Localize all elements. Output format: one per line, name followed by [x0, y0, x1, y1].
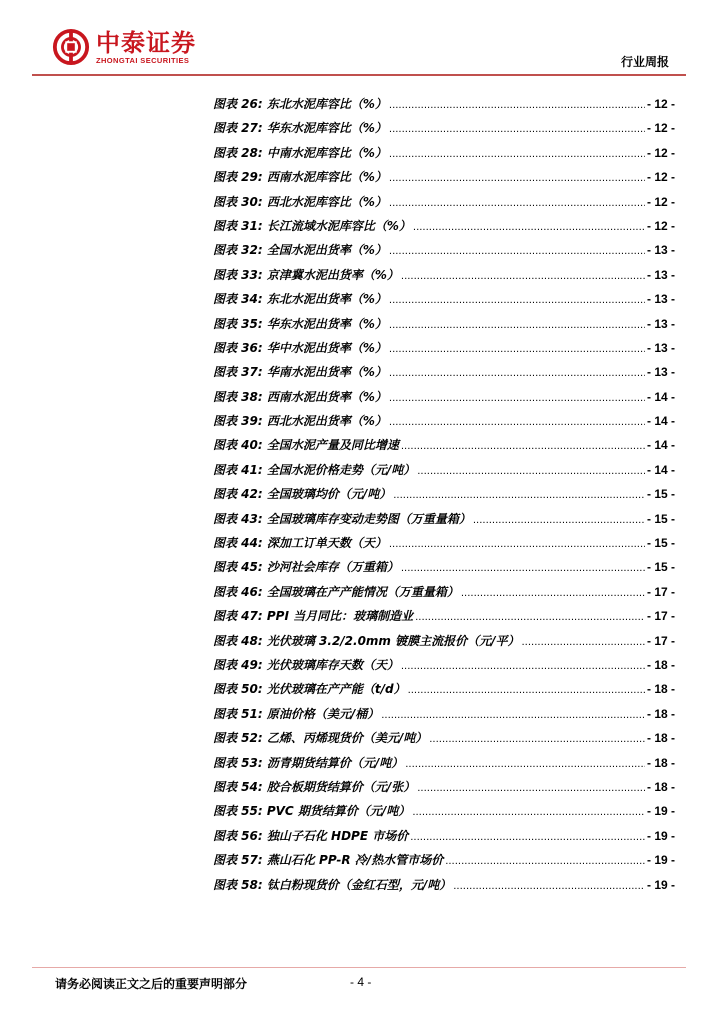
toc-entry-page: - 15 -	[646, 536, 675, 551]
toc-entry-page: - 19 -	[646, 828, 675, 843]
toc-dot-leader	[389, 539, 645, 550]
toc-entry-title: 图表 53: 沥青期货结算价（元/吨）	[213, 755, 404, 770]
logo-english-name: ZHONGTAI SECURITIES	[96, 55, 190, 65]
toc-entry[interactable]	[213, 144, 675, 168]
logo-chinese-name: 中泰证券	[96, 28, 196, 57]
toc-entry[interactable]	[213, 119, 675, 143]
toc-dot-leader	[417, 466, 645, 477]
toc-dot-leader	[415, 612, 645, 623]
toc-entry-title: 图表 58: 钛白粉现货价（金红石型，元/吨）	[213, 877, 452, 892]
toc-entry[interactable]	[213, 729, 675, 753]
toc-entry-page: - 15 -	[646, 560, 675, 575]
toc-dot-leader	[417, 783, 645, 794]
toc-dot-leader	[393, 490, 645, 501]
toc-entry[interactable]	[213, 802, 675, 826]
toc-entry-page: - 17 -	[646, 609, 675, 624]
toc-entry-page: - 12 -	[646, 170, 675, 185]
toc-entry-page: - 13 -	[646, 267, 675, 282]
toc-entry[interactable]	[213, 632, 675, 656]
toc-dot-leader	[389, 173, 645, 184]
toc-dot-leader	[401, 441, 645, 452]
toc-entry-page: - 19 -	[646, 804, 675, 819]
toc-entry-page: - 17 -	[646, 584, 675, 599]
toc-entry-title: 图表 47: PPI 当月同比：玻璃制造业	[213, 609, 414, 624]
toc-dot-leader	[401, 563, 645, 574]
toc-dot-leader	[389, 344, 645, 355]
toc-entry-title: 图表 32: 全国水泥出货率（%）	[213, 243, 387, 258]
toc-dot-leader	[389, 417, 645, 428]
page-number: - 4 -	[350, 975, 372, 989]
toc-entry[interactable]	[213, 583, 675, 607]
toc-dot-leader	[445, 856, 645, 867]
toc-entry-page: - 15 -	[646, 487, 675, 502]
toc-dot-leader	[522, 637, 645, 648]
toc-entry-page: - 17 -	[646, 633, 675, 648]
toc-entry-page: - 18 -	[646, 682, 675, 697]
toc-dot-leader	[461, 588, 645, 599]
toc-entry-title: 图表 54: 胶合板期货结算价（元/张）	[213, 779, 416, 794]
toc-dot-leader	[413, 222, 645, 233]
toc-entry[interactable]	[213, 461, 675, 485]
toc-entry[interactable]	[213, 876, 675, 900]
toc-entry-title: 图表 49: 光伏玻璃库存天数（天）	[213, 657, 399, 672]
toc-entry[interactable]	[213, 680, 675, 704]
toc-dot-leader	[412, 807, 645, 818]
toc-entry-page: - 14 -	[646, 438, 675, 453]
toc-entry-title: 图表 29: 西南水泥库容比（%）	[213, 170, 387, 185]
toc-entry-title: 图表 41: 全国水泥价格走势（元/吨）	[213, 462, 416, 477]
toc-entry-page: - 18 -	[646, 657, 675, 672]
toc-entry[interactable]	[213, 607, 675, 631]
toc-dot-leader	[389, 100, 645, 111]
toc-entry-page: - 18 -	[646, 731, 675, 746]
toc-entry-title: 图表 45: 沙河社会库存（万重箱）	[213, 560, 399, 575]
toc-entry-title: 图表 35: 华东水泥出货率（%）	[213, 316, 387, 331]
toc-entry-page: - 13 -	[646, 340, 675, 355]
toc-dot-leader	[389, 295, 645, 306]
toc-entry-title: 图表 50: 光伏玻璃在产产能（t/d）	[213, 682, 406, 697]
toc-entry-page: - 12 -	[646, 121, 675, 136]
toc-entry-title: 图表 27: 华东水泥库容比（%）	[213, 121, 387, 136]
toc-entry-title: 图表 30: 西北水泥库容比（%）	[213, 194, 387, 209]
toc-dot-leader	[408, 685, 645, 696]
toc-entry-page: - 12 -	[646, 145, 675, 160]
toc-entry[interactable]	[213, 315, 675, 339]
toc-entry[interactable]	[213, 851, 675, 875]
toc-entry-page: - 12 -	[646, 194, 675, 209]
toc-entry[interactable]	[213, 193, 675, 217]
toc-entry-title: 图表 48: 光伏玻璃 3.2/2.0mm 镀膜主流报价（元/平）	[213, 633, 520, 648]
toc-entry[interactable]	[213, 95, 675, 119]
toc-dot-leader	[389, 246, 645, 257]
toc-entry[interactable]	[213, 778, 675, 802]
toc-dot-leader	[405, 759, 645, 770]
toc-entry-title: 图表 38: 西南水泥出货率（%）	[213, 389, 387, 404]
toc-entry-title: 图表 28: 中南水泥库容比（%）	[213, 145, 387, 160]
toc-entry-title: 图表 39: 西北水泥出货率（%）	[213, 414, 387, 429]
toc-entry[interactable]	[213, 436, 675, 460]
chart-index-list	[213, 95, 675, 900]
footer-disclaimer: 请务必阅读正文之后的重要声明部分	[55, 977, 248, 991]
toc-entry-title: 图表 31: 长江流域水泥库容比（%）	[213, 218, 411, 233]
toc-entry-page: - 13 -	[646, 316, 675, 331]
toc-entry[interactable]	[213, 705, 675, 729]
toc-entry-title: 图表 34: 东北水泥出货率（%）	[213, 292, 387, 307]
toc-dot-leader	[429, 734, 645, 745]
footer-divider	[32, 967, 686, 968]
toc-entry-page: - 14 -	[646, 462, 675, 477]
header-divider	[32, 74, 686, 76]
toc-dot-leader	[389, 149, 645, 160]
toc-entry-page: - 18 -	[646, 755, 675, 770]
toc-entry-title: 图表 57: 燕山石化 PP-R 冷/热水管市场价	[213, 853, 444, 868]
toc-dot-leader	[389, 368, 645, 379]
toc-entry[interactable]	[213, 388, 675, 412]
toc-entry-page: - 18 -	[646, 779, 675, 794]
toc-entry-page: - 15 -	[646, 511, 675, 526]
toc-entry-title: 图表 56: 独山子石化 HDPE 市场价	[213, 828, 409, 843]
toc-entry[interactable]	[213, 656, 675, 680]
toc-entry-page: - 19 -	[646, 853, 675, 868]
toc-entry[interactable]	[213, 754, 675, 778]
toc-entry-page: - 12 -	[646, 97, 675, 111]
toc-dot-leader	[401, 271, 645, 282]
toc-entry-page: - 14 -	[646, 414, 675, 429]
company-logo	[52, 28, 196, 66]
toc-entry[interactable]	[213, 485, 675, 509]
toc-entry-title: 图表 46: 全国玻璃在产产能情况（万重量箱）	[213, 584, 459, 599]
page-header	[0, 0, 724, 80]
toc-dot-leader	[389, 320, 645, 331]
report-type-label: 行业周报	[620, 55, 669, 69]
toc-entry-title: 图表 33: 京津冀水泥出货率（%）	[213, 267, 399, 282]
toc-entry[interactable]	[213, 168, 675, 192]
toc-entry-title: 图表 52: 乙烯、丙烯现货价（美元/吨）	[213, 731, 428, 746]
toc-entry[interactable]	[213, 266, 675, 290]
toc-entry-page: - 13 -	[646, 365, 675, 380]
toc-entry-page: - 18 -	[646, 706, 675, 721]
toc-entry-title: 图表 40: 全国水泥产量及同比增速	[213, 438, 399, 453]
toc-dot-leader	[389, 393, 645, 404]
toc-entry[interactable]	[213, 510, 675, 534]
toc-entry[interactable]	[213, 534, 675, 558]
toc-entry[interactable]	[213, 217, 675, 241]
toc-entry-title: 图表 55: PVC 期货结算价（元/吨）	[213, 804, 411, 819]
toc-entry-title: 图表 36: 华中水泥出货率（%）	[213, 340, 387, 355]
toc-entry[interactable]	[213, 558, 675, 582]
toc-entry[interactable]	[213, 339, 675, 363]
toc-entry-page: - 12 -	[646, 218, 675, 233]
toc-dot-leader	[453, 881, 645, 892]
toc-dot-leader	[473, 515, 645, 526]
zhongtai-logo-icon	[52, 28, 90, 66]
toc-entry-title: 图表 51: 原油价格（美元/桶）	[213, 706, 380, 721]
toc-entry-title: 图表 26: 东北水泥库容比（%）	[213, 97, 387, 111]
toc-dot-leader	[410, 832, 645, 843]
toc-entry-title: 图表 42: 全国玻璃均价（元/吨）	[213, 487, 392, 502]
toc-entry-page: - 13 -	[646, 292, 675, 307]
toc-entry-page: - 19 -	[646, 877, 675, 892]
toc-dot-leader	[389, 198, 645, 209]
toc-entry[interactable]	[213, 290, 675, 314]
toc-dot-leader	[389, 124, 645, 135]
toc-entry[interactable]	[213, 827, 675, 851]
toc-entry-page: - 13 -	[646, 243, 675, 258]
toc-entry[interactable]	[213, 363, 675, 387]
toc-dot-leader	[381, 710, 645, 721]
toc-entry-title: 图表 37: 华南水泥出货率（%）	[213, 365, 387, 380]
toc-entry-title: 图表 44: 深加工订单天数（天）	[213, 536, 387, 551]
toc-dot-leader	[401, 661, 645, 672]
toc-entry[interactable]	[213, 412, 675, 436]
toc-entry-title: 图表 43: 全国玻璃库存变动走势图（万重量箱）	[213, 511, 471, 526]
toc-entry-page: - 14 -	[646, 389, 675, 404]
toc-entry[interactable]	[213, 241, 675, 265]
